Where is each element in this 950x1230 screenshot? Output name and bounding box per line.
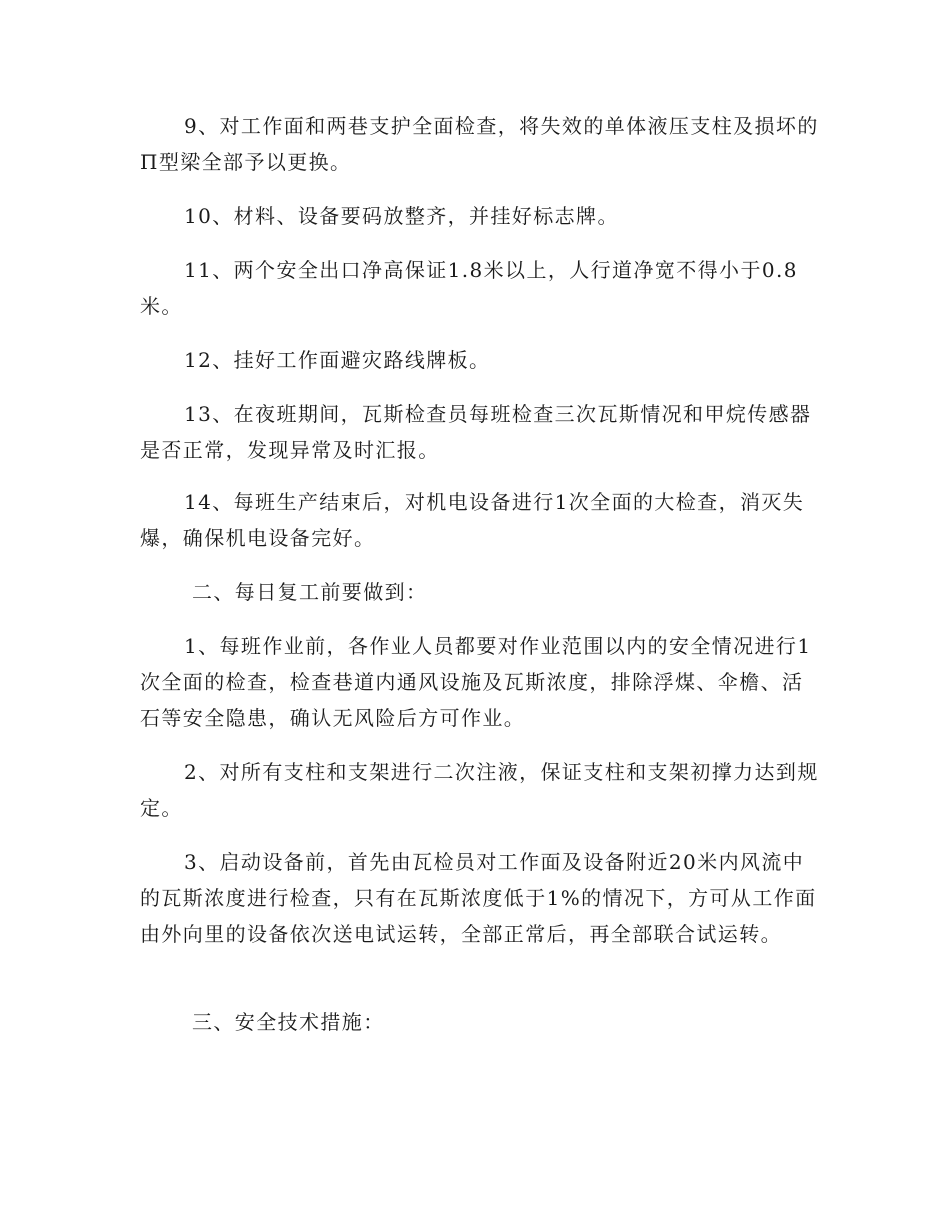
- paragraph-13: 13、在夜班期间，瓦斯检查员每班检查三次瓦斯情况和甲烷传感器是否正常，发现异常及时汇报。: [140, 402, 812, 462]
- section-heading-3: 三、安全技术措施：: [192, 1010, 385, 1034]
- section2-paragraph-1: 1、每班作业前，各作业人员都要对作业范围以内的安全情况进行1次全面的检查，检查巷道内通风设施及瓦斯浓度，排除浮煤、伞檐、活石等安全隐患，确认无风险后方可作业。: [140, 634, 812, 730]
- section-heading-2: 二、每日复工前要做到：: [192, 580, 428, 604]
- section2-paragraph-2: 2、对所有支柱和支架进行二次注液，保证支柱和支架初撑力达到规定。: [140, 760, 819, 820]
- section2-paragraph-3: 3、启动设备前，首先由瓦检员对工作面及设备附近20米内风流中的瓦斯浓度进行检查，只有在瓦斯浓度低于1%的情况下，方可从工作面由外向里的设备依次送电试运转，全部正常后，再全部联合试运转。: [140, 850, 817, 946]
- paragraph-10: 10、材料、设备要码放整齐，并挂好标志牌。: [184, 204, 619, 228]
- paragraph-9: 9、对工作面和两巷支护全面检查，将失效的单体液压支柱及损坏的Π型梁全部予以更换。: [140, 114, 819, 174]
- paragraph-14: 14、每班生产结束后，对机电设备进行1次全面的大检查，消灭失爆，确保机电设备完好。: [140, 490, 805, 550]
- paragraph-11: 11、两个安全出口净高保证1.8米以上，人行道净宽不得小于0.8米。: [140, 258, 798, 318]
- paragraph-12: 12、挂好工作面避灾路线牌板。: [184, 348, 491, 372]
